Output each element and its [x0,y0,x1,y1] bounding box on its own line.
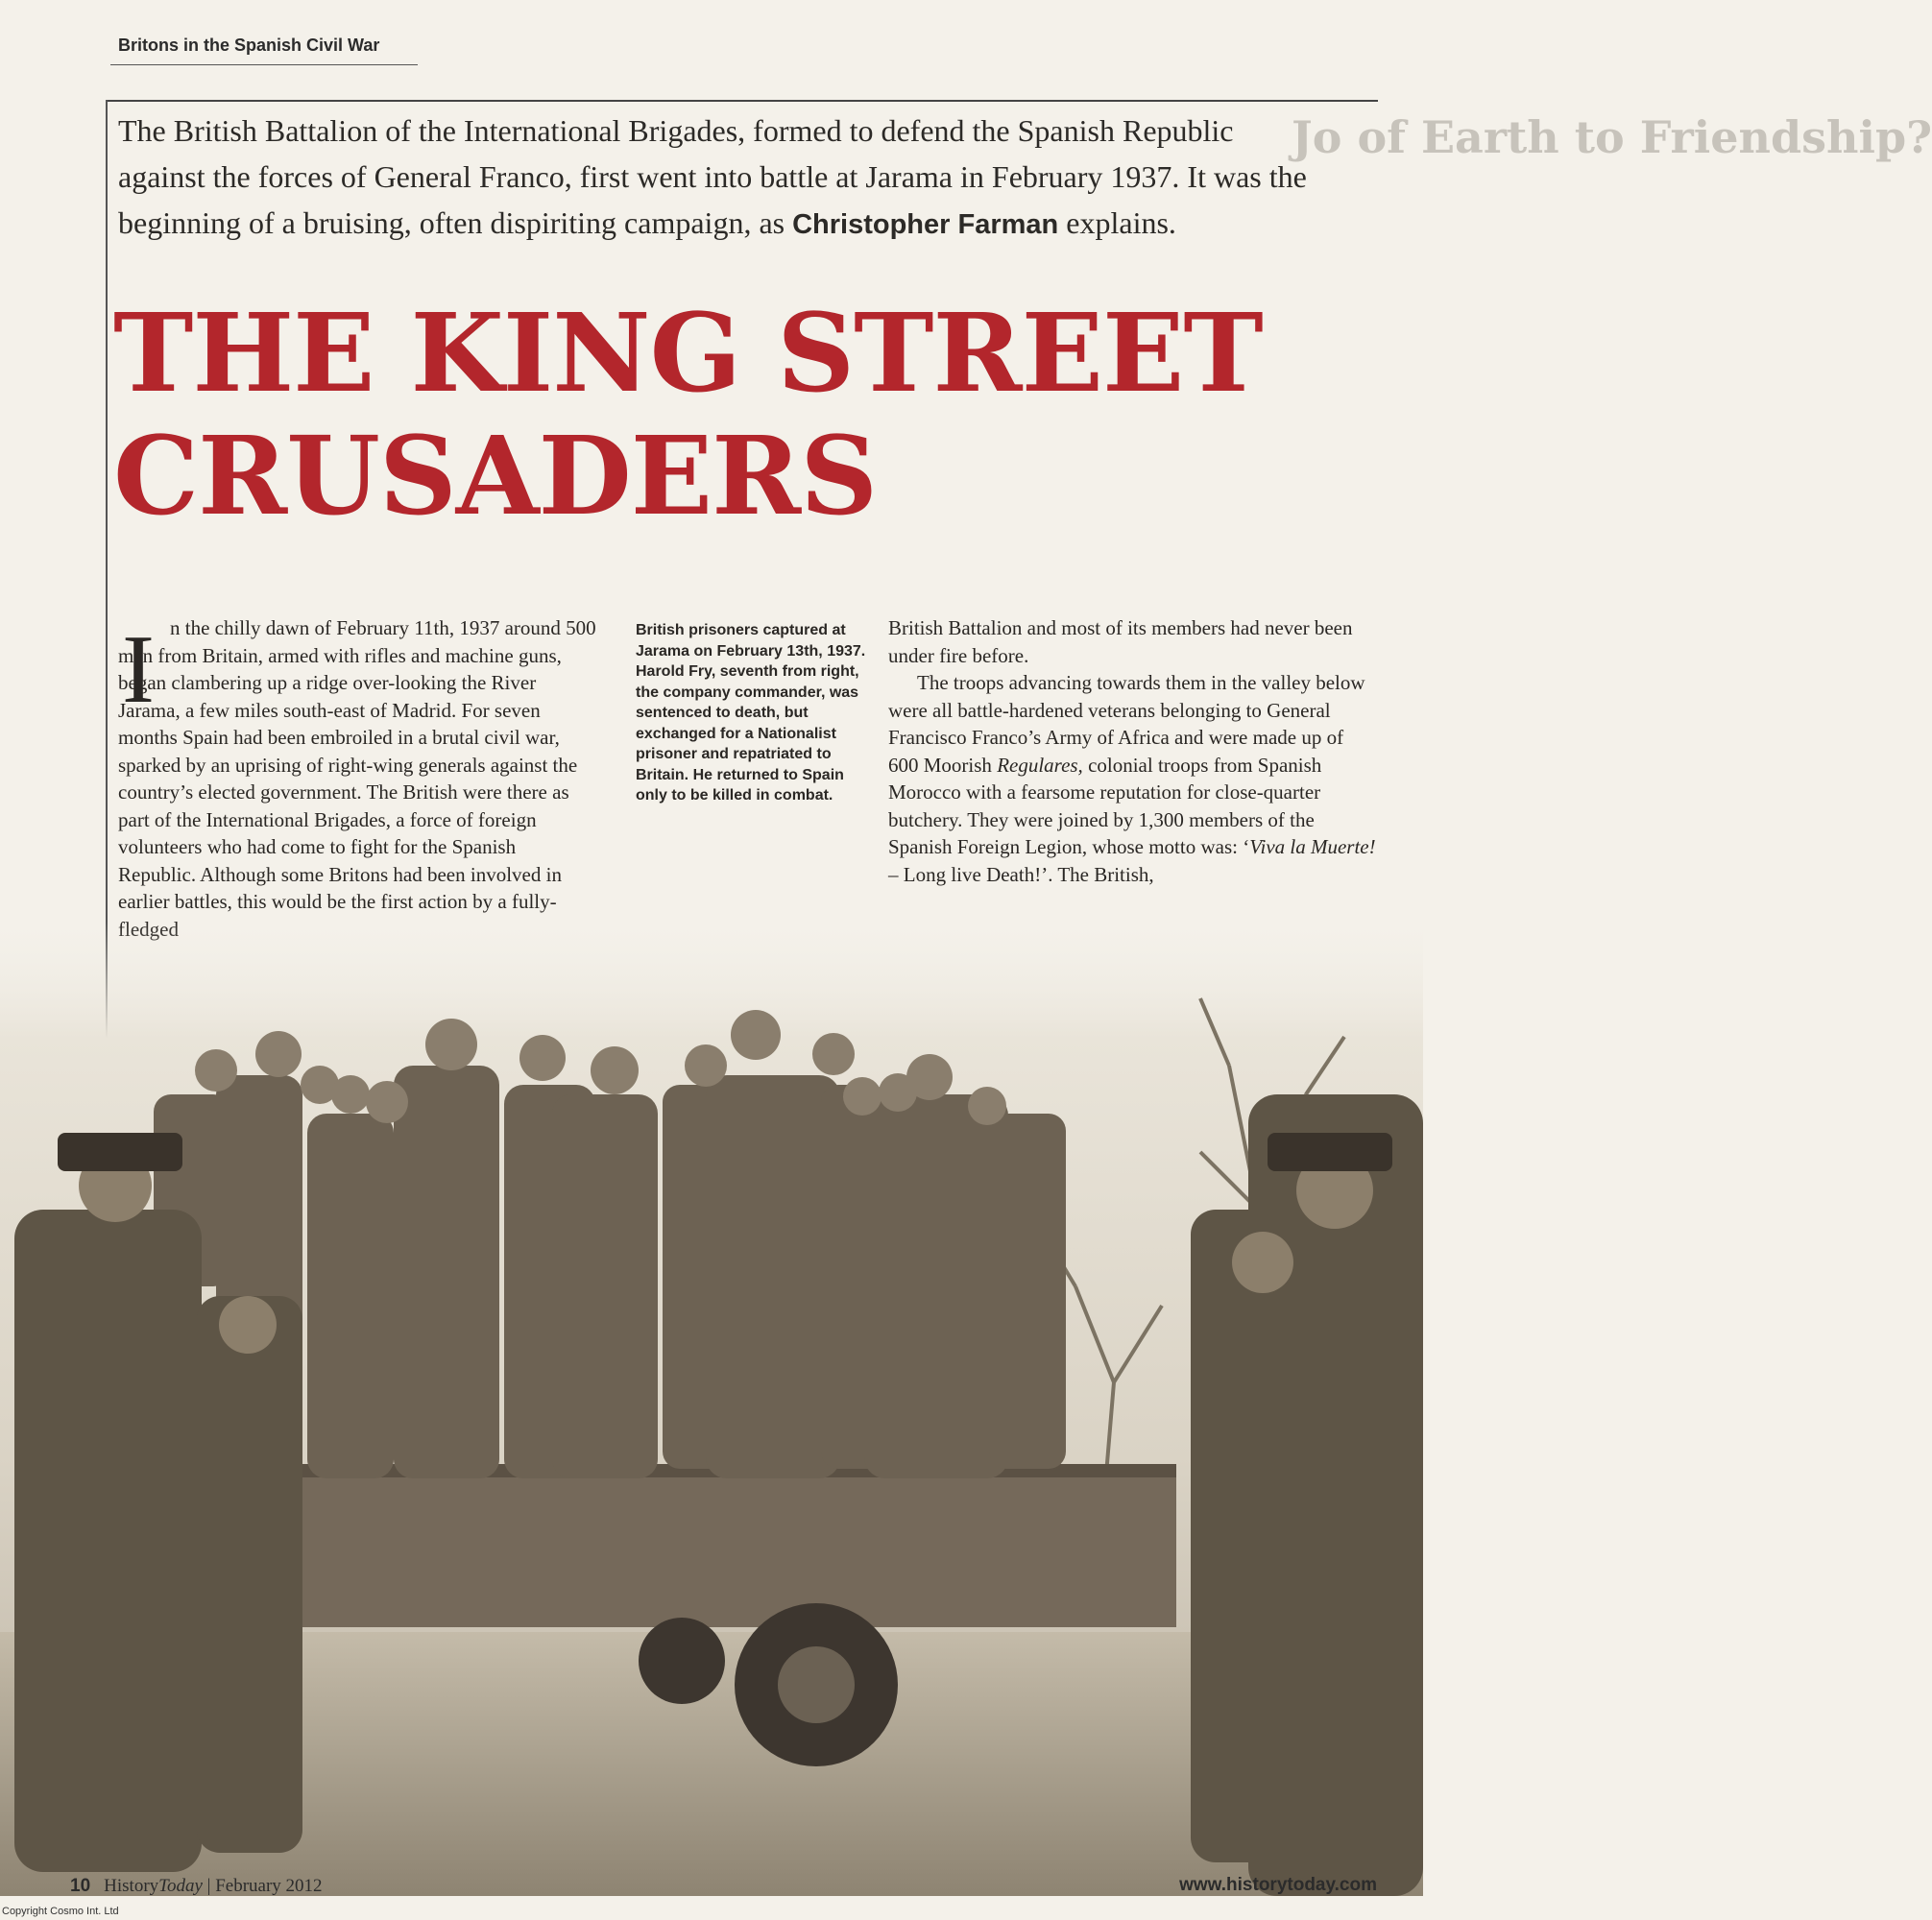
copyright-notice: Copyright Cosmo Int. Ltd [2,1906,119,1917]
magazine-name: History [104,1876,159,1896]
page-number: 10 [70,1876,91,1896]
drop-cap: I [122,615,155,724]
body-paragraph: British Battalion and most of its members had never been under fire before. [888,616,1353,667]
author-name: Christopher Farman [792,209,1059,240]
headline-line-2: CRUSADERS [113,414,878,540]
body-paragraph: The troops advancing towards them in the valley below were all battle-hardened veterans belonging to General Francisco Franco’s Army of Africa and were made up of 600 Moorish Regulares, colonial troops from Spanish Morocco with a fearsome reputation for close-quarter butchery. They were joined by 1,300 members of the Spanish Foreign Legion, whose motto was: ‘Viva la Muerte! – Long live Death!’. The British, [888,671,1376,886]
body-column-1: n the chilly dawn of February 11th, 1937 around 500 men from Britain, armed with rifles and machine guns, began clambering up a ridge over-looking the River Jarama, a few miles south-east of Madrid. For seven months Spain had been embroiled in a brutal civil war, sparked by an uprising of right-wing generals against the country’s elected government. The British were there as part of the International Brigades, a force of foreign volunteers who had come to fight for the Spanish Republic. Although some Britons had been involved in earlier battles, this would be the first action by a fully- [118,616,596,913]
standfirst-rule [106,100,1378,102]
headline [113,293,1362,539]
prisoners-photo [0,922,1423,1896]
footer-folio [70,1876,323,1897]
section-label: Britons in the Spanish Civil War [118,36,380,55]
standfirst-end: explains. [1066,205,1176,240]
magazine-name-italic: Today [158,1876,203,1896]
header-rule [110,64,418,65]
headline-line-1: THE KING STREET [113,291,1263,417]
bleed-through-text: Jo of Earth to Friendship? [1292,111,1932,163]
photo-caption: British prisoners captured at Jarama on February 13th, 1937. Harold Fry, seventh from right, the company commander, was sentenced to death, but exchanged for a Nationalist prisoner and repatriated to Britain. He returned to Spain only to be killed in combat. [636,622,866,804]
body-column-3 [888,614,1378,888]
standfirst-text: The British Battalion of the International Brigades, formed to defend the Spanish Republic against the forces of General Franco, first went into battle at Jarama in February 1937. It was the beginning of a bruising, often dispiriting campaign, as [118,113,1307,240]
standfirst [118,108,1318,248]
issue-date: | February 2012 [206,1876,323,1896]
website-link[interactable]: www.historytoday.com [1179,1875,1377,1895]
